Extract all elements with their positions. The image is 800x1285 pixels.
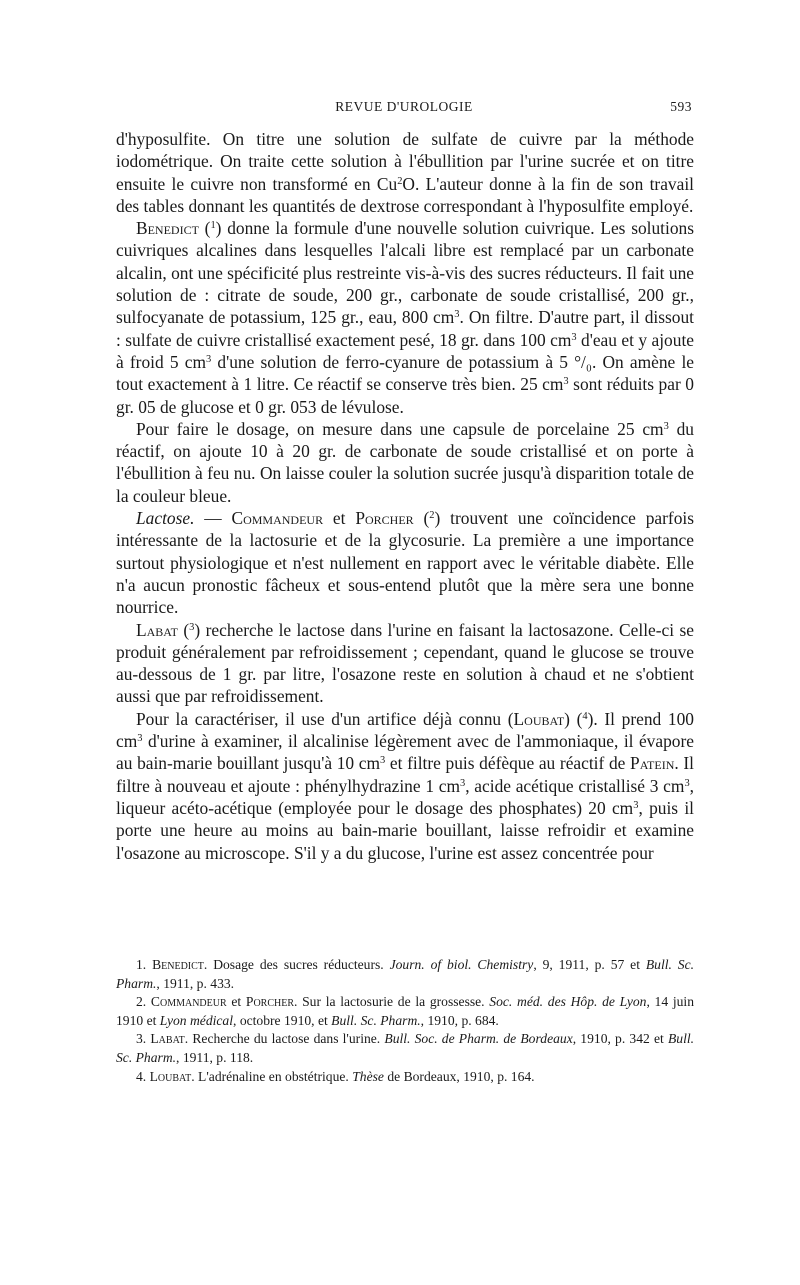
text-run: (	[413, 508, 430, 529]
italic-text: Bull. Sc. Pharm.	[116, 957, 695, 991]
text-run: . L'adrénaline en obstétrique.	[191, 1068, 353, 1084]
text-run: 2.	[136, 994, 151, 1010]
text-run: 1.	[136, 957, 153, 972]
text-run: , liqueur acéto-acétique (employée pour le dosage des phosphates) 20 cm	[116, 775, 695, 818]
text-run: , puis il porte une heure au moins au bain-marie bouillant, laisse refroidir et examine l'osazone au microscope. S'il y a du glucose, l'urine est assez concentrée pour	[116, 797, 695, 863]
text-run: ) recherche le lactose dans l'urine en faisant la lactosazone. Celle-ci se produit généralement par refroidissement ; cependant, quand le glucose se trouve au-dessous de 1 gr. par litre, l'osazone reste en solution à chaud et ne s'obtient aussi que par refroidissement.	[116, 619, 694, 707]
superscript: 1	[210, 219, 216, 231]
author-name: Benedict	[136, 218, 199, 239]
italic-text: Lactose.	[136, 508, 195, 529]
paragraph	[116, 708, 694, 864]
paragraph	[116, 418, 694, 507]
text-run: , 1911, p. 433.	[156, 975, 235, 991]
text-run: d'urine à examiner, il alcalinise légèrement avec de l'ammoniaque, il évapore au bain-marie bouillant jusqu'à 10 cm	[116, 731, 694, 774]
superscript: 3	[563, 376, 569, 388]
author-name: Loubat	[149, 1068, 192, 1084]
text-run: 4.	[136, 1068, 150, 1084]
text-run: ) donne la formule d'une nouvelle solution cuivrique. Les solutions cuivriques alcalines dans lesquelles l'alcali libre est remplacé par un carbonate alcalin, ont une spécificité plus restreinte vis-à-vis des sucres réducteurs. Il fait une solution de : citrate de soude, 200 gr., carbonate de soude cristallisé, 200 gr., sulfocyanate de potassium, 125 gr., eau, 800 cm	[116, 218, 695, 328]
text-run: , 1910, p. 684.	[420, 1012, 499, 1028]
italic-text: Lyon médical	[159, 1012, 234, 1028]
superscript: 3	[663, 420, 669, 432]
text-run: , 14 juin 1910 et	[116, 994, 695, 1028]
author-name: Loubat	[513, 708, 565, 729]
text-run: , octobre 1910, et	[233, 1012, 332, 1028]
superscript: 3	[205, 353, 212, 365]
text-run: Pour la caractériser, il use d'un artifice déjà connu (	[136, 708, 514, 729]
footnotes	[116, 956, 694, 1086]
superscript: 2	[429, 509, 435, 521]
superscript: 3	[633, 799, 639, 811]
text-run: sont réduits par 0 gr. 05 de glucose et 0 gr. 053 de lévulose.	[116, 374, 694, 417]
italic-text: Thèse	[352, 1068, 384, 1084]
author-name: Commandeur	[231, 508, 324, 529]
superscript: 3	[454, 309, 460, 321]
text-run: et	[323, 508, 356, 529]
superscript: 3	[189, 621, 195, 633]
italic-text: Journ. of biol. Chemistry	[389, 957, 534, 972]
author-name: Benedict	[152, 957, 204, 972]
italic-text: Bull. Soc. de Pharm. de Bordeaux	[384, 1031, 573, 1047]
text-run: . Recherche du lactose dans l'urine.	[184, 1031, 385, 1047]
text-run: , 1910, p. 342 et	[572, 1031, 668, 1047]
superscript: 3	[460, 777, 466, 789]
footnote	[116, 993, 694, 1030]
text-run: ) (	[564, 708, 583, 729]
text-run: , 1911, p. 118.	[176, 1049, 254, 1065]
text-run: ). Il prend 100 cm	[116, 708, 694, 752]
author-name: Porcher	[245, 994, 295, 1010]
text-run: . Dosage des sucres réducteurs.	[203, 957, 390, 972]
text-run: d'hyposulfite. On titre une solution de sulfate de cuivre par la méthode iodométrique. On traite cette solution à l'ébullition par l'urine sucrée et on titre ensuite le cuivre non transformé en Cu	[116, 129, 694, 194]
footnote	[116, 1068, 694, 1087]
italic-text: Soc. méd. des Hôp. de Lyon	[489, 994, 647, 1010]
paragraph	[116, 619, 694, 708]
text-run: de Bordeaux, 1910, p. 164.	[383, 1068, 535, 1084]
text-run: (	[177, 619, 190, 640]
text-run: , acide acétique cristallisé 3 cm	[465, 775, 685, 796]
author-name: Porcher	[355, 508, 414, 529]
text-run: . On filtre. D'autre part, il dissout : sulfate de cuivre cristallisé exactement pesé, 18 gr. dans 100 cm	[116, 307, 694, 350]
text-run: et	[226, 994, 246, 1010]
page-number: 593	[670, 99, 692, 114]
running-head	[116, 99, 692, 121]
superscript: 4	[582, 710, 588, 722]
journal-title: REVUE D'UROLOGIE	[335, 99, 473, 114]
text-run: , 9, 1911, p. 57 et	[533, 957, 646, 972]
article-body	[116, 128, 694, 864]
text-run: du réactif, on ajoute 10 à 20 gr. de carbonate de soude cristallisé et on porte à l'ébullition à feu nu. On laisse couler la solution sucrée jusqu'à disparition totale de la couleur bleue.	[116, 418, 694, 506]
text-run: —	[194, 508, 232, 529]
italic-text: Bull. Sc. Pharm.	[116, 1031, 695, 1065]
author-name: Labat	[136, 619, 178, 640]
footnote	[116, 1030, 694, 1067]
superscript: 2	[397, 175, 403, 187]
paragraph	[116, 217, 694, 418]
italic-text: Bull. Sc. Pharm.	[331, 1012, 421, 1028]
author-name: Labat	[150, 1031, 185, 1047]
text-run: 3.	[136, 1031, 151, 1047]
superscript: 3	[684, 777, 690, 789]
text-run: O. L'auteur donne à la fin de son travail des tables donnant les quantités de dextrose correspondant à l'hyposulfite employé.	[116, 173, 694, 216]
text-run: . Il filtre à nouveau et ajoute : phénylhydrazine 1 cm	[116, 753, 694, 796]
superscript: 3	[380, 755, 386, 767]
author-name: Patein	[630, 753, 675, 774]
text-run: et filtre puis défèque au réactif de	[385, 753, 631, 774]
author-name: Commandeur	[150, 994, 227, 1010]
paragraph	[116, 128, 694, 217]
text-run: ) trouvent une coïncidence parfois intéressante de la lactosurie et de la glycosurie. La première a une importance surtout physiologique et n'est nullement en rapport avec le véritable diabète. Elle n'a aucun pronostic fâcheux et sous-entend plutôt que la mère sera une bonne nourrice.	[116, 508, 695, 618]
text-run: (	[198, 218, 211, 239]
text-run: Pour faire le dosage, on mesure dans une capsule de porcelaine 25 cm	[136, 418, 664, 439]
text-run: d'une solution de ferro-cyanure de potassium à 5 °/₀. On amène le tout exactement à 1 litre. Ce réactif se conserve très bien. 25 cm	[116, 351, 694, 395]
text-run: d'eau et y ajoute à froid 5 cm	[116, 329, 694, 372]
paragraph	[116, 507, 694, 618]
superscript: 3	[137, 732, 143, 744]
footnote	[116, 956, 694, 993]
text-run: . Sur la lactosurie de la grossesse.	[294, 994, 490, 1010]
superscript: 3	[571, 331, 577, 343]
